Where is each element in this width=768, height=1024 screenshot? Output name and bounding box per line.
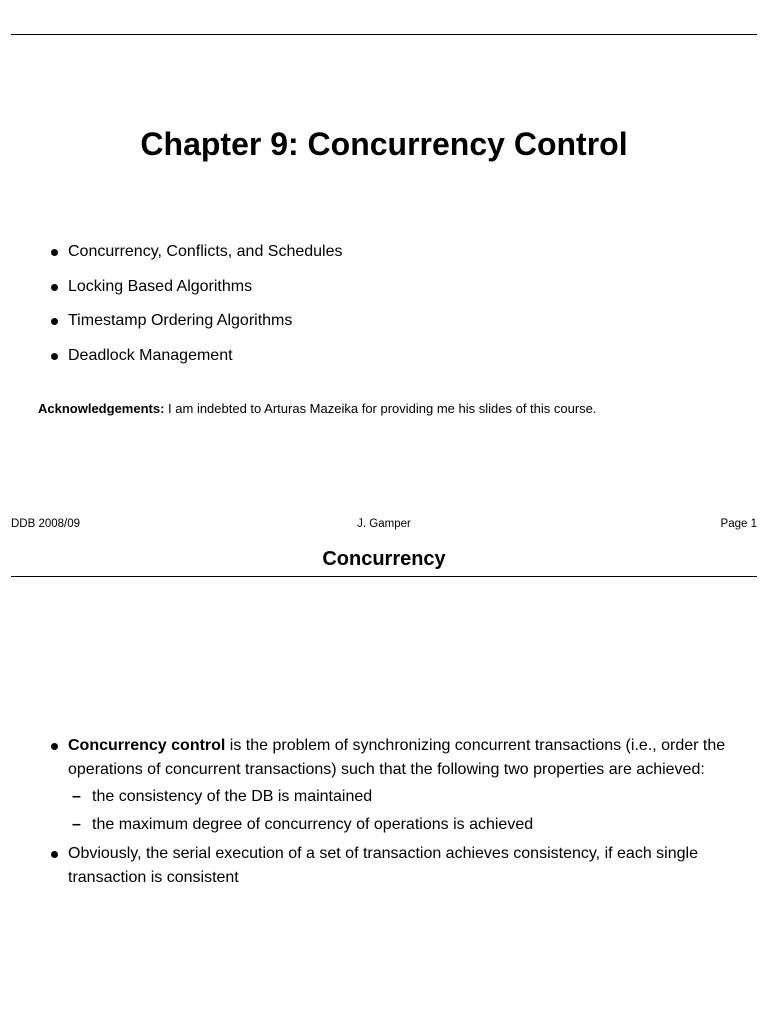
bullet-icon xyxy=(51,318,58,325)
bullet-icon xyxy=(51,743,58,750)
footer-page-number: Page 1 xyxy=(720,518,757,530)
list-item-text xyxy=(68,734,736,782)
bullet-icon xyxy=(51,249,58,256)
bullet-icon xyxy=(51,353,58,360)
top-rule xyxy=(11,34,757,35)
acknowledgements-text: I am indebted to Arturas Mazeika for providing me his slides of this course. xyxy=(168,401,597,416)
bullet-icon xyxy=(51,851,58,858)
list-item xyxy=(46,240,343,264)
list-item-text: Obviously, the serial execution of a set of transaction achieves consistency, if each single transaction is consistent xyxy=(68,845,698,886)
list-item xyxy=(46,842,736,890)
sub-list-item-text: the maximum degree of concurrency of operations is achieved xyxy=(92,816,534,833)
sub-list-item xyxy=(68,813,736,837)
sub-list-item xyxy=(68,785,736,809)
title-rule xyxy=(11,576,757,577)
list-item-rest: is the problem of synchronizing concurrent transactions (i.e., order the operations of concurrent transactions) such that the following two properties are achieved: xyxy=(68,737,726,778)
list-item xyxy=(46,275,343,299)
list-item-text: Locking Based Algorithms xyxy=(68,277,253,295)
list-item xyxy=(46,734,736,837)
sub-list xyxy=(68,785,736,837)
footer-course: DDB 2008/09 xyxy=(11,518,81,530)
sub-list-item-text: the consistency of the DB is maintained xyxy=(92,788,373,805)
content-list xyxy=(46,734,736,895)
list-item xyxy=(46,344,343,368)
list-item-text: Timestamp Ordering Algorithms xyxy=(68,312,293,329)
list-item-text: Concurrency, Conflicts, and Schedules xyxy=(68,243,343,260)
acknowledgements xyxy=(38,399,597,419)
term-highlight: Concurrency control xyxy=(68,737,226,754)
list-item xyxy=(46,309,343,333)
acknowledgements-label: Acknowledgements: xyxy=(38,401,165,416)
slide-title: Concurrency xyxy=(322,548,446,570)
topic-list xyxy=(46,240,343,378)
list-item-text: Deadlock Management xyxy=(68,346,233,364)
bullet-icon xyxy=(51,284,58,291)
slide-title: Chapter 9: Concurrency Control xyxy=(140,126,628,162)
dash-icon: – xyxy=(72,788,81,805)
dash-icon: – xyxy=(72,816,81,833)
footer-author: J. Gamper xyxy=(357,518,411,530)
